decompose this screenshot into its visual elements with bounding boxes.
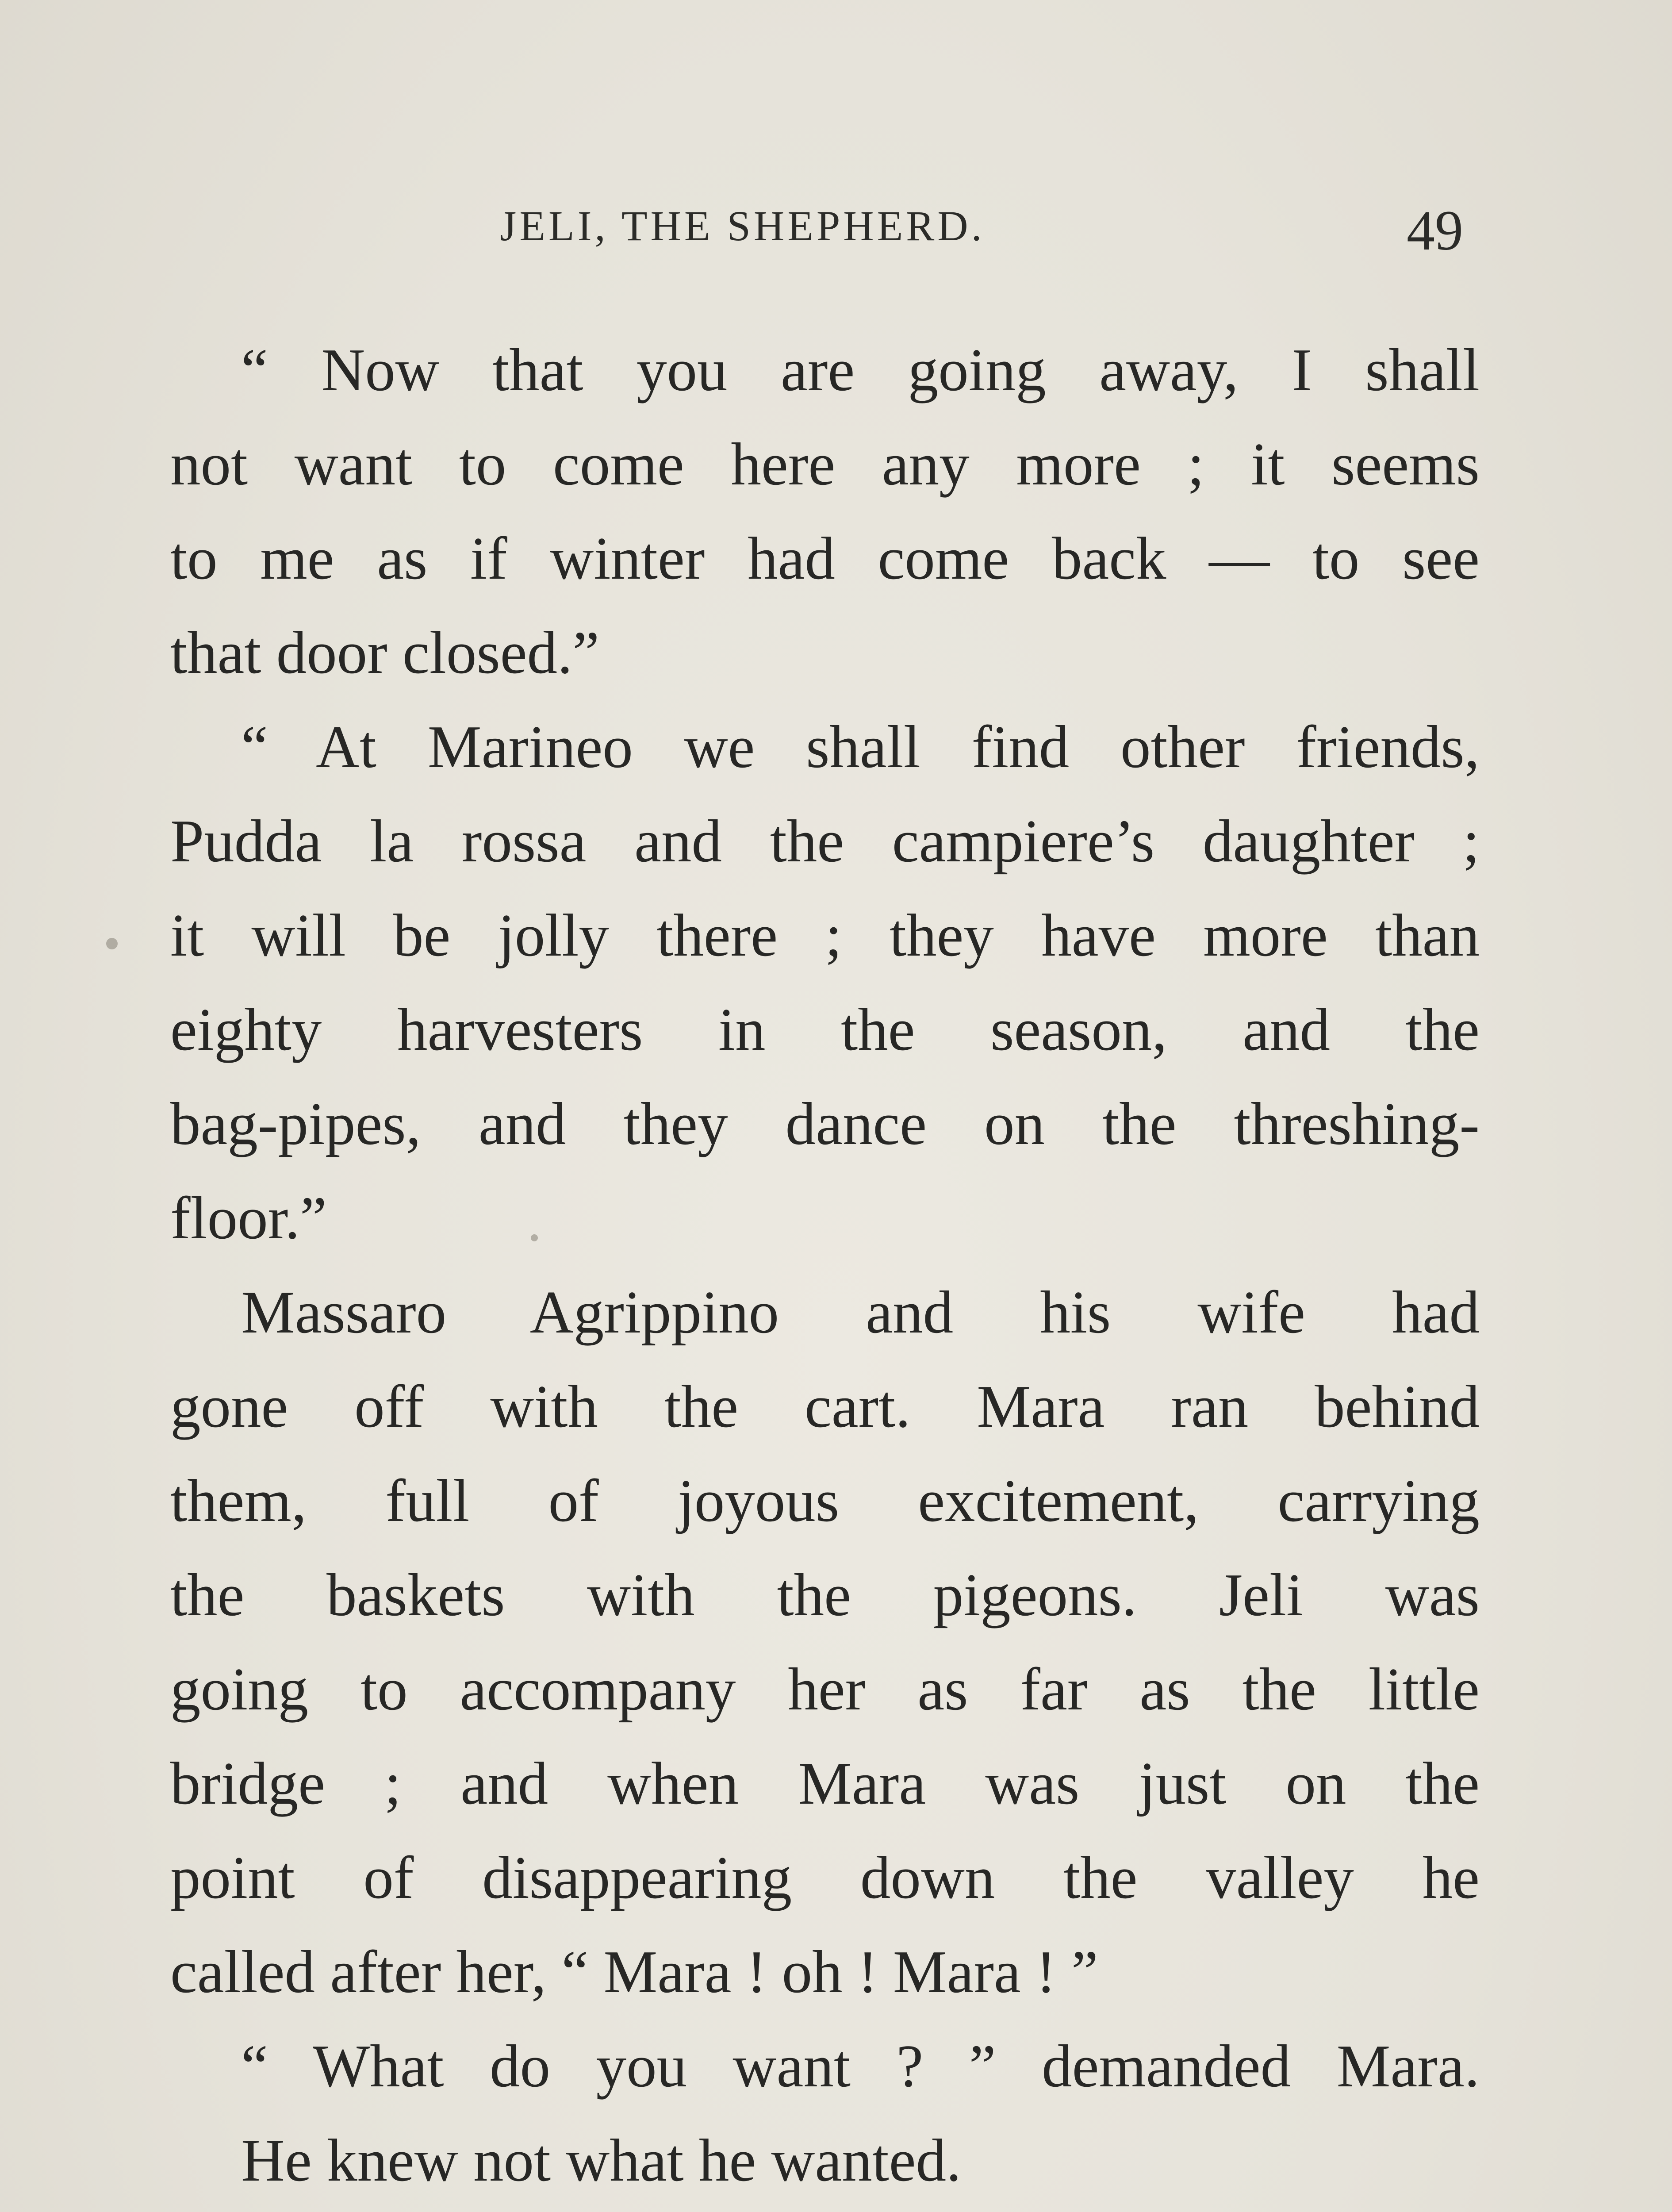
text-line: He knew not what he wanted. [241,2127,962,2194]
text-line: eighty harvesters in the season, and the [170,996,1480,1063]
text-line: bridge ; and when Mara was just on the [170,1750,1480,1817]
text-line: the baskets with the pigeons. Jeli was [170,1561,1480,1628]
text-line: bag-pipes, and they dance on the threshing- [170,1090,1480,1157]
text-line: point of disappearing down the valley he [170,1844,1480,1911]
text-line: Pudda la rossa and the campiere’s daughter ; [170,807,1480,875]
text-line: not want to come here any more ; it seems [170,430,1480,498]
text-line: “ At Marineo we shall find other friends, [241,713,1480,780]
page-number: 49 [1407,199,1463,262]
text-line: them, full of joyous excitement, carrying [170,1467,1480,1534]
paper-speck [531,1234,538,1241]
paper-speck [106,938,118,949]
text-line: “ Now that you are going away, I shall [241,336,1480,403]
text-line: called after her, “ Mara ! oh ! Mara ! ” [170,1938,1098,2005]
text-line: it will be jolly there ; they have more than [170,902,1480,969]
text-line [170,2208,1480,2212]
text-line: that door closed.” [170,619,600,686]
running-title: JELI, THE SHEPHERD. [500,202,985,250]
body-text [170,323,1480,2212]
text-line: “ What do you want ? ” demanded Mara. [241,2032,1480,2100]
text-line: going to accompany her as far as the little [170,1655,1480,1723]
text-line: to me as if winter had come back — to see [170,525,1480,592]
text-line: Massaro Agrippino and his wife had [241,1279,1480,1346]
text-line: floor.” [170,1184,327,1252]
text-line: gone off with the cart. Mara ran behind [170,1373,1480,1440]
